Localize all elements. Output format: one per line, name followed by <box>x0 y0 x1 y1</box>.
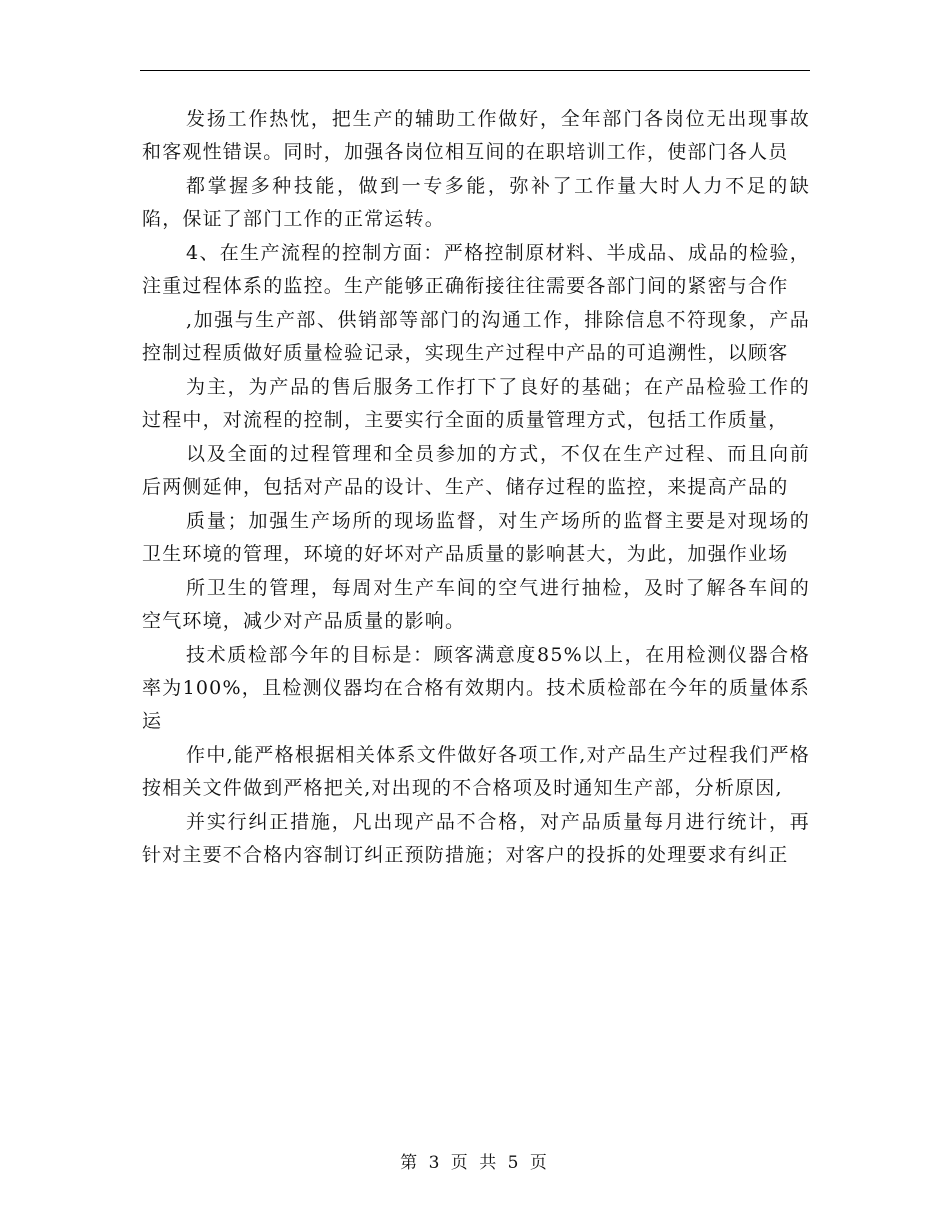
header-rule <box>140 70 810 71</box>
paragraph-8: 所卫生的管理，每周对生产车间的空气进行抽检，及时了解各车间的空气环境，减少对产品质量的影响。 <box>142 577 810 632</box>
paragraph-10: 作中,能严格根据相关体系文件做好各项工作,对产品生产过程我们严格按相关文件做到严格把关,对出现的不合格项及时通知生产部，分析原因, <box>142 744 810 799</box>
paragraph-7: 质量；加强生产场所的现场监督，对生产场所的监督主要是对现场的卫生环境的管理，环境的好坏对产品质量的影响甚大，为此，加强作业场 <box>142 510 810 565</box>
paragraph-3: 4、在生产流程的控制方面：严格控制原材料、半成品、成品的检验，注重过程体系的监控。生产能够正确衔接往往需要各部门间的紧密与合作 <box>142 242 810 297</box>
paragraph-9: 技术质检部今年的目标是：顾客满意度85%以上，在用检测仪器合格率为100%，且检测仪器均在合格有效期内。技术质检部在今年的质量体系运 <box>142 644 810 732</box>
paragraph-1: 发扬工作热忱，把生产的辅助工作做好，全年部门各岗位无出现事故和客观性错误。同时，加强各岗位相互间的在职培训工作，使部门各人员 <box>142 108 810 163</box>
paragraph-4: ,加强与生产部、供销部等部门的沟通工作，排除信息不符现象，产品控制过程质做好质量检验记录，实现生产过程中产品的可追溯性，以顾客 <box>142 309 810 364</box>
paragraph-2: 都掌握多种技能，做到一专多能，弥补了工作量大时人力不足的缺陷，保证了部门工作的正常运转。 <box>142 175 810 230</box>
paragraph-11: 并实行纠正措施，凡出现产品不合格，对产品质量每月进行统计，再针对主要不合格内容制订纠正预防措施；对客户的投拆的处理要求有纠正 <box>142 811 810 866</box>
paragraph-5: 为主，为产品的售后服务工作打下了良好的基础；在产品检验工作的过程中，对流程的控制，主要实行全面的质量管理方式，包括工作质量， <box>142 376 810 431</box>
page-number-footer: 第 3 页 共 5 页 <box>400 1153 550 1173</box>
body-text <box>142 103 810 873</box>
paragraph-6: 以及全面的过程管理和全员参加的方式，不仅在生产过程、而且向前后两侧延伸，包括对产品的设计、生产、储存过程的监控，来提高产品的 <box>142 443 810 498</box>
